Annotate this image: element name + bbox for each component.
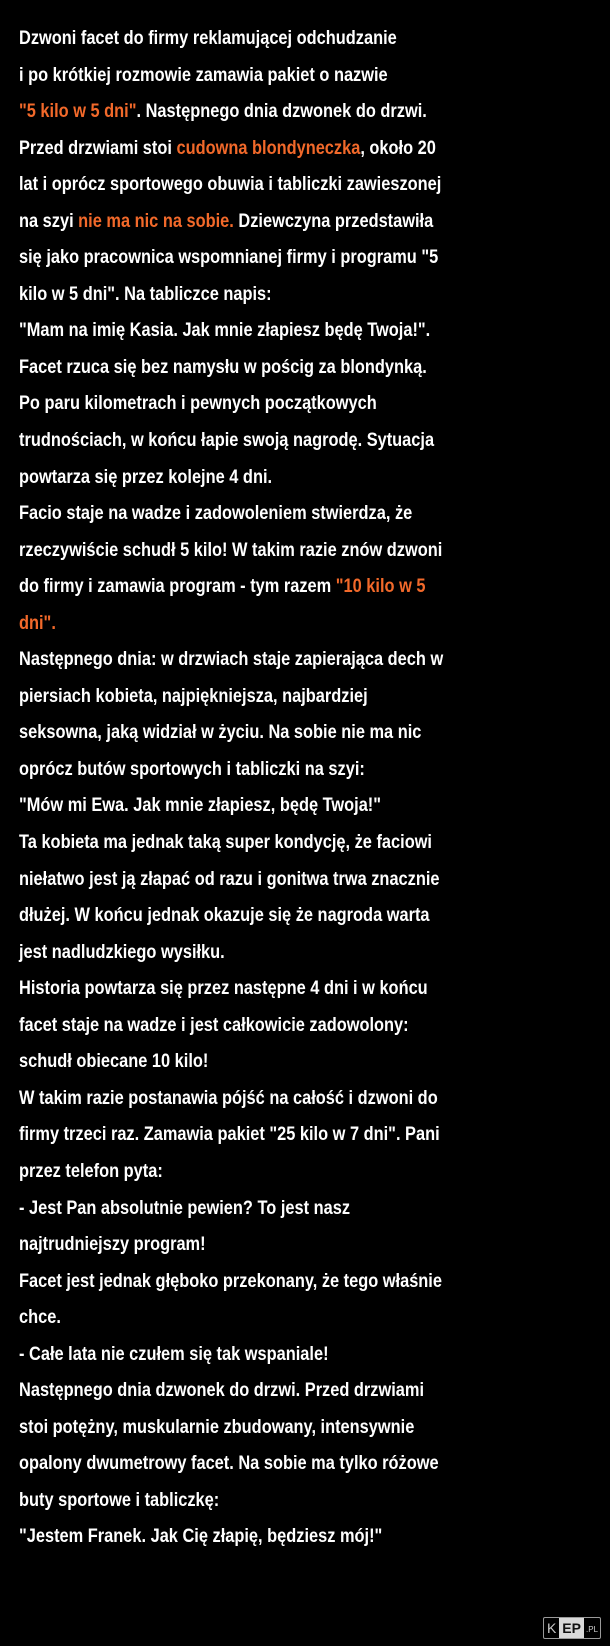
story-line	[19, 1116, 510, 1153]
text-segment: Ta kobieta ma jednak taką super kondycję, że faciowi	[19, 831, 432, 854]
story-line	[19, 495, 510, 532]
text-segment: W takim razie postanawia pójść na całość i dzwoni do	[19, 1086, 438, 1109]
text-segment: seksowna, jaką widział w życiu. Na sobie nie ma nic	[19, 721, 422, 744]
story-line	[19, 568, 510, 605]
text-segment: Facet jest jednak głęboko przekonany, że tego właśnie	[19, 1269, 442, 1292]
story-line	[19, 130, 510, 167]
story-line	[19, 385, 510, 422]
text-segment: najtrudniejszy program!	[19, 1233, 206, 1256]
story-line	[19, 1190, 510, 1227]
highlighted-phrase: "5 kilo w 5 dni"	[19, 100, 137, 123]
text-segment: "Mów mi Ewa. Jak mnie złapiesz, będę Twoja!"	[19, 794, 382, 817]
text-segment: do firmy i zamawia program - tym razem	[19, 575, 336, 598]
text-segment: Przed drzwiami stoi	[19, 136, 177, 159]
story-line	[19, 970, 510, 1007]
story-line	[19, 1482, 510, 1519]
text-segment: powtarza się przez kolejne 4 dni.	[19, 465, 273, 488]
story-line	[19, 824, 510, 861]
text-segment: lat i oprócz sportowego obuwia i tabliczki zawieszonej	[19, 173, 442, 196]
story-text	[19, 20, 510, 1555]
highlighted-phrase: nie ma nic na sobie.	[78, 209, 234, 232]
highlighted-phrase: "10 kilo w 5	[335, 575, 426, 598]
text-segment: jest nadludzkiego wysiłku.	[19, 940, 225, 963]
text-segment: Następnego dnia: w drzwiach staje zapierająca dech w	[19, 648, 444, 671]
text-segment: "Jestem Franek. Jak Cię złapię, będziesz mój!"	[19, 1525, 383, 1548]
story-line	[19, 239, 510, 276]
text-segment: piersiach kobieta, najpiękniejsza, najbardziej	[19, 684, 368, 707]
text-segment: "Mam na imię Kasia. Jak mnie złapiesz będę Twoja!".	[19, 319, 431, 342]
text-segment: niełatwo jest ją złapać od razu i gonitwa trwa znacznie	[19, 867, 440, 890]
text-segment: buty sportowe i tabliczkę:	[19, 1488, 220, 1511]
story-line	[19, 1518, 510, 1555]
story-line	[19, 1336, 510, 1373]
story-line	[19, 1153, 510, 1190]
story-line	[19, 203, 510, 240]
story-line	[19, 459, 510, 496]
text-segment: - Całe lata nie czułem się tak wspaniale!	[19, 1342, 329, 1365]
text-segment: chce.	[19, 1306, 61, 1329]
text-segment: i po krótkiej rozmowie zamawia pakiet o nazwie	[19, 63, 388, 86]
story-line	[19, 641, 510, 678]
kwejk-watermark-logo	[543, 1617, 601, 1639]
story-line	[19, 1043, 510, 1080]
story-line	[19, 1372, 510, 1409]
highlighted-phrase: dni".	[19, 611, 56, 634]
text-segment: . Następnego dnia dzwonek do drzwi.	[136, 100, 427, 123]
highlighted-phrase: cudowna blondyneczka	[176, 136, 361, 159]
text-segment: facet staje na wadze i jest całkowicie zadowolony:	[19, 1013, 409, 1036]
text-segment: opalony dwumetrowy facet. Na sobie ma tylko różowe	[19, 1452, 439, 1475]
story-line	[19, 1226, 510, 1263]
story-line	[19, 422, 510, 459]
story-line	[19, 276, 510, 313]
text-segment: się jako pracownica wspomnianej firmy i programu "5	[19, 246, 439, 269]
text-segment: - Jest Pan absolutnie pewien? To jest nasz	[19, 1196, 351, 1219]
story-line	[19, 93, 510, 130]
text-segment: stoi potężny, muskularnie zbudowany, intensywnie	[19, 1415, 415, 1438]
watermark-letters-ep: EP	[559, 1618, 584, 1638]
story-line	[19, 349, 510, 386]
story-line	[19, 714, 510, 751]
story-line	[19, 532, 510, 569]
story-line	[19, 861, 510, 898]
watermark-domain-suffix: .PL	[585, 1625, 598, 1634]
text-segment: Facet rzuca się bez namysłu w pościg za blondynką.	[19, 355, 427, 378]
watermark-letter-k: K	[546, 1620, 557, 1636]
story-line	[19, 1080, 510, 1117]
story-line	[19, 678, 510, 715]
story-line	[19, 1263, 510, 1300]
text-segment: Dziewczyna przedstawiła	[233, 209, 434, 232]
text-segment: firmy trzeci raz. Zamawia pakiet "25 kilo w 7 dni". Pani	[19, 1123, 440, 1146]
text-segment: , około 20	[360, 136, 436, 159]
story-line	[19, 312, 510, 349]
story-line	[19, 1445, 510, 1482]
story-line	[19, 787, 510, 824]
story-line	[19, 1409, 510, 1446]
text-segment: Następnego dnia dzwonek do drzwi. Przed drzwiami	[19, 1379, 425, 1402]
text-segment: Historia powtarza się przez następne 4 dni i w końcu	[19, 977, 428, 1000]
story-line	[19, 1007, 510, 1044]
story-line	[19, 1299, 510, 1336]
text-segment: schudł obiecane 10 kilo!	[19, 1050, 209, 1073]
text-segment: na szyi	[19, 209, 79, 232]
story-line	[19, 897, 510, 934]
story-line	[19, 934, 510, 971]
text-segment: Po paru kilometrach i pewnych początkowych	[19, 392, 377, 415]
story-line	[19, 166, 510, 203]
text-segment: trudnościach, w końcu łapie swoją nagrodę. Sytuacja	[19, 429, 435, 452]
story-line	[19, 57, 510, 94]
text-segment: Dzwoni facet do firmy reklamującej odchudzanie	[19, 27, 397, 49]
text-segment: dłużej. W końcu jednak okazuje się że nagroda warta	[19, 904, 430, 927]
text-segment: Facio staje na wadze i zadowoleniem stwierdza, że	[19, 502, 413, 525]
text-segment: rzeczywiście schudł 5 kilo! W takim razie znów dzwoni	[19, 538, 443, 561]
story-line	[19, 20, 510, 57]
story-line	[19, 751, 510, 788]
text-segment: oprócz butów sportowych i tabliczki na szyi:	[19, 757, 365, 780]
story-line	[19, 605, 510, 642]
text-segment: przez telefon pyta:	[19, 1159, 163, 1182]
text-segment: kilo w 5 dni". Na tabliczce napis:	[19, 282, 272, 305]
